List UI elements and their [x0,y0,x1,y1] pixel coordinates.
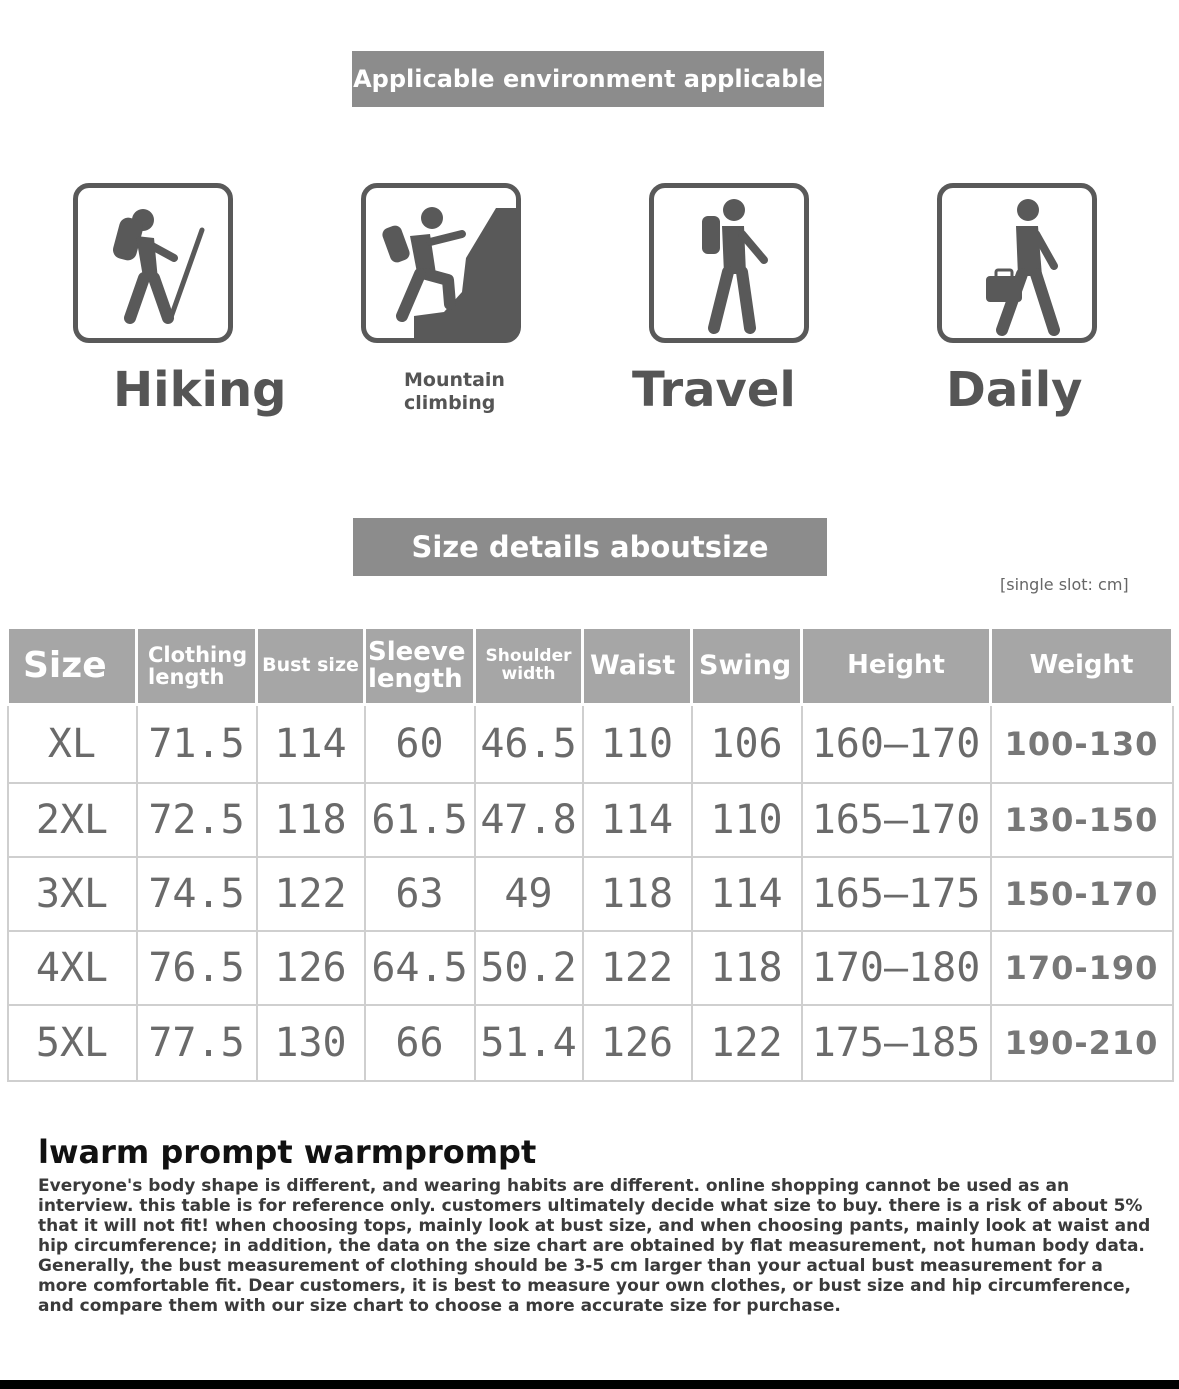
header-waist: Waist [583,628,692,705]
header-shoulder-width: Shoulder width [475,628,583,705]
table-cell: 2XL [8,783,137,857]
table-cell: 106 [692,705,802,784]
table-cell: 165–175 [802,857,991,931]
table-cell: 46.5 [475,705,583,784]
table-cell: 126 [583,1005,692,1081]
table-cell: 190-210 [991,1005,1173,1081]
size-table [6,626,1174,1082]
table-cell: 170–180 [802,931,991,1005]
table-cell: 175–185 [802,1005,991,1081]
table-cell: 61.5 [365,783,475,857]
header-swing: Swing [692,628,802,705]
table-row [8,783,1173,857]
table-cell: 77.5 [137,1005,257,1081]
table-row [8,1005,1173,1081]
table-cell: 4XL [8,931,137,1005]
table-cell: 49 [475,857,583,931]
activity-label-daily: Daily [946,362,1083,418]
table-cell: 165–170 [802,783,991,857]
table-header-row [8,628,1173,705]
table-cell: 130-150 [991,783,1173,857]
table-cell: 71.5 [137,705,257,784]
table-cell: 76.5 [137,931,257,1005]
table-cell: 110 [692,783,802,857]
table-cell: 114 [257,705,365,784]
unit-note: [single slot: cm] [1000,575,1129,594]
table-cell: 51.4 [475,1005,583,1081]
table-cell: 122 [257,857,365,931]
table-cell: 64.5 [365,931,475,1005]
warm-prompt-body: Everyone's body shape is different, and wearing habits are different. online shopping cannot be used as an interview. this table is for reference only. customers ultimately decide what size to buy. there is a risk of about 5% that it will not fit! when choosing tops, mainly look at bust size, and when choosing pants, mainly look at waist and hip circumference; in addition, the data on the size chart are obtained by flat measurement, not human body data. Generally, the bust measurement of clothing should be 3-5 cm larger than your actual bust measurement for a more comfortable fit. Dear customers, it is best to measure your own clothes, or bust size and hip circumference, and compare them with our size chart to choose a more accurate size for purchase. [38,1176,1151,1316]
table-cell: 114 [692,857,802,931]
bottom-bar [0,1380,1179,1389]
table-cell: 126 [257,931,365,1005]
header-bust-size: Bust size [257,628,365,705]
table-cell: 74.5 [137,857,257,931]
table-row [8,705,1173,784]
daily-icon [937,183,1097,343]
header-size: Size [8,628,137,705]
table-cell: 3XL [8,857,137,931]
table-cell: 47.8 [475,783,583,857]
table-cell: 122 [583,931,692,1005]
table-cell: 72.5 [137,783,257,857]
warm-prompt-title: lwarm prompt warmprompt [38,1133,537,1171]
header-clothing-length: Clothing length [137,628,257,705]
table-cell: 122 [692,1005,802,1081]
table-cell: 114 [583,783,692,857]
activity-label-travel: Travel [632,362,796,418]
environment-banner: Applicable environment applicable [352,51,824,107]
table-cell: 60 [365,705,475,784]
table-cell: 150-170 [991,857,1173,931]
table-cell: 5XL [8,1005,137,1081]
climbing-icon [361,183,521,343]
table-row [8,857,1173,931]
table-cell: 170-190 [991,931,1173,1005]
table-cell: 160–170 [802,705,991,784]
table-cell: 130 [257,1005,365,1081]
travel-icon [649,183,809,343]
table-cell: 50.2 [475,931,583,1005]
header-sleeve-length: Sleeve length [365,628,475,705]
size-details-banner: Size details aboutsize [353,518,827,576]
table-cell: 63 [365,857,475,931]
table-row [8,931,1173,1005]
table-cell: 118 [692,931,802,1005]
table-cell: 110 [583,705,692,784]
table-cell: 118 [257,783,365,857]
activity-label-mountain-climbing: Mountain climbing [404,369,505,414]
table-cell: 118 [583,857,692,931]
hiking-icon [73,183,233,343]
table-cell: 66 [365,1005,475,1081]
table-cell: XL [8,705,137,784]
activity-label-hiking: Hiking [113,362,287,418]
table-cell: 100-130 [991,705,1173,784]
header-height: Height [802,628,991,705]
header-weight: Weight [991,628,1173,705]
